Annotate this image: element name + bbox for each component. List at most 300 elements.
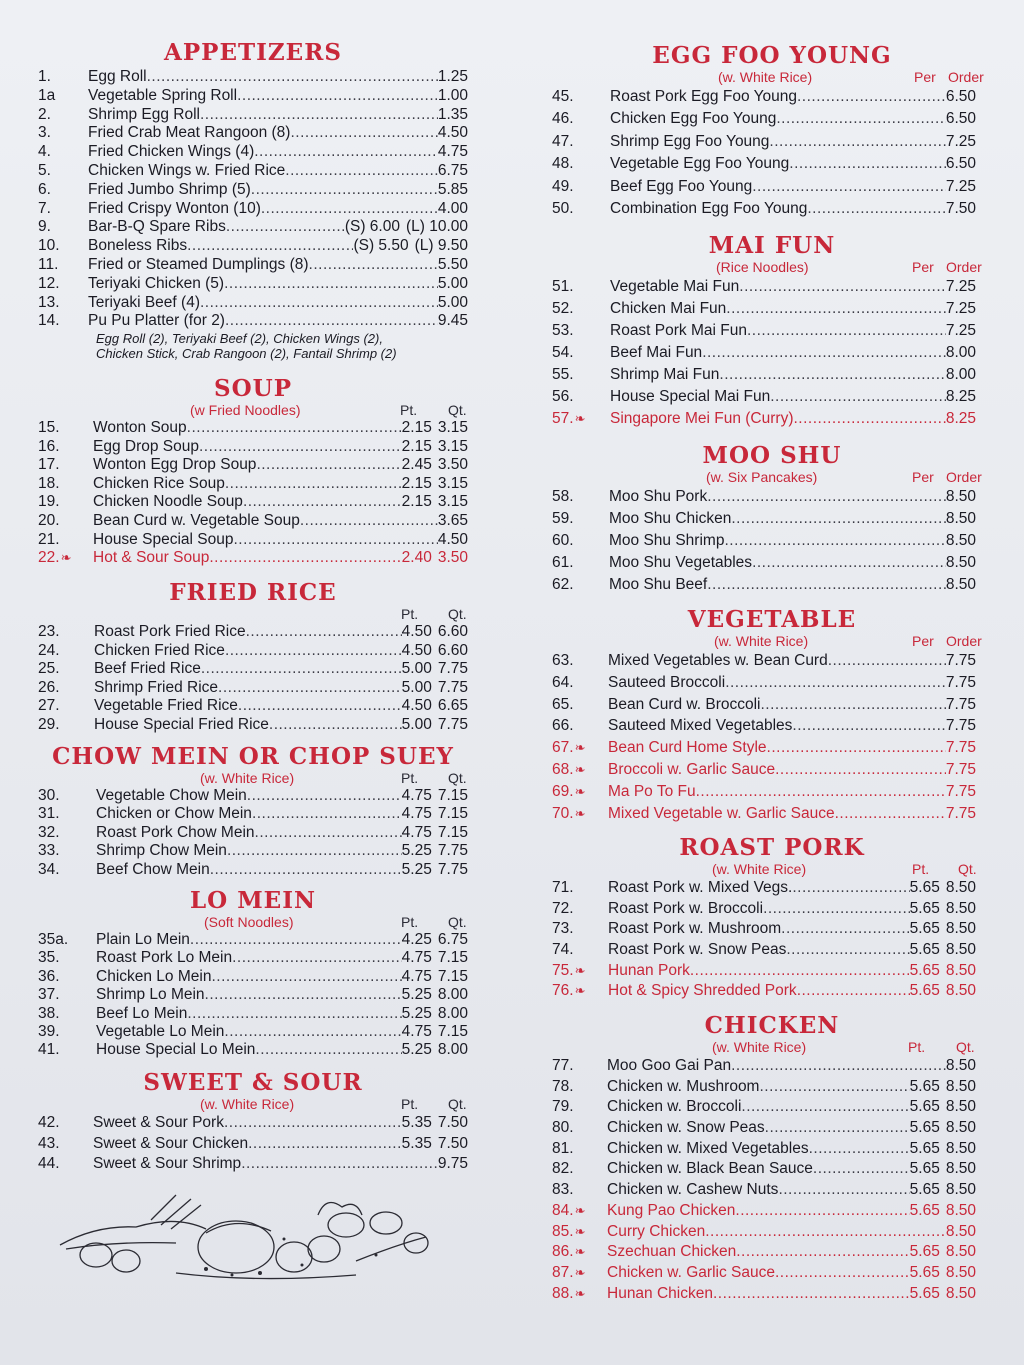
dot-leader [752,552,946,574]
item-name: Moo Shu Pork [609,488,708,505]
menu-item-row [552,276,976,298]
price-header-2: Qt. [448,914,467,930]
item-number-text: 78. [552,1077,574,1095]
menu-item-row [38,438,468,457]
item-number-text: 88. [552,1284,574,1302]
item-number [552,803,608,825]
menu-item-row [38,1113,468,1134]
section-chicken [552,1013,992,1304]
item-number [38,623,94,642]
pepper-leaf-icon: ❧ [60,550,72,566]
item-name: Fried Jumbo Shrimp (5) [88,180,251,198]
dot-leader [187,237,353,256]
menu-item-row [552,781,976,803]
item-number-text: 15. [38,419,60,436]
item-number-text: 67. [552,739,574,757]
menu-item-row [38,986,468,1004]
item-number-text: 64. [552,673,574,691]
section-title: MOO SHU [702,442,842,469]
item-name: Sauteed Broccoli [608,673,726,691]
menu-item-row [38,716,468,735]
item-price-2: 8.50 [945,1181,976,1199]
item-number [552,131,610,153]
item-price-1: 5.65 [909,1284,940,1302]
item-number-text: 34. [38,860,60,878]
menu-item-row [38,1041,468,1059]
item-price-2: 3.15 [437,493,468,511]
item-name: Pu Pu Platter (for 2) [88,312,225,330]
item-price-2: 7.25 [945,177,976,195]
dot-leader [797,981,910,1002]
section-subheading [552,1039,992,1056]
section-lo-mein [38,888,468,1060]
dot-leader [300,512,438,531]
item-price-2: 7.75 [437,860,468,878]
menu-item-row [552,694,976,716]
item-name: Roast Pork Mai Fun [610,322,747,339]
menu-item-row [552,1242,976,1263]
section-note: (w. White Rice) [200,770,295,786]
menu-item-row [38,697,468,716]
dot-leader [797,86,946,108]
dot-leader [726,298,946,320]
dot-leader [211,968,401,986]
item-number-text: 75. [552,961,574,979]
item-number [38,787,96,805]
dot-leader [759,1077,909,1098]
item-price-1: 2.40 [401,549,432,567]
item-number-text: 47. [552,132,574,150]
item-number-text: 35a. [38,931,69,948]
menu-item-row [552,715,976,737]
dot-leader [256,456,401,475]
item-number-text: 77. [552,1057,574,1074]
item-number-text: 54. [552,344,574,361]
menu-item-row [38,237,468,256]
item-number-text: 41. [38,1041,60,1059]
item-name: Wonton Egg Drop Soup [93,456,257,474]
menu-item-row [552,1263,976,1284]
item-number [38,861,96,879]
item-price-2: 7.75 [945,717,976,735]
item-number [38,493,93,512]
menu-item-row [38,312,468,331]
item-name: Singapore Mei Fun (Curry) [610,410,794,427]
item-price-1: (S) 6.00 [344,218,400,236]
dot-leader [225,312,438,331]
item-name: Chicken Noodle Soup [93,493,243,511]
dot-leader [225,642,402,661]
item-number [552,86,610,108]
price-header-1: Pt. [401,914,419,930]
item-price-1: 4.75 [401,1022,432,1040]
item-number-text: 49. [552,177,574,195]
section-subheading [38,770,468,787]
menu-item-row [38,1005,468,1023]
menu-item-row [552,672,976,694]
dot-leader [190,931,402,949]
menu-item-row [38,162,468,181]
section-subheading [552,259,992,276]
dot-leader [201,660,402,679]
pepper-leaf-icon: ❧ [574,805,586,821]
item-number [552,781,608,803]
item-name: Fried Crispy Wonton (10) [88,199,261,217]
item-number [552,1242,607,1263]
section-subheading [552,861,992,878]
pepper-leaf-icon: ❧ [574,1264,586,1280]
menu-item-row [38,642,468,661]
dot-leader [707,574,946,596]
section-title: FRIED RICE [169,579,337,606]
item-number [552,961,608,982]
dot-leader [209,549,401,568]
item-price-1: 5.65 [909,982,940,1000]
item-name: Chicken Wings w. Fried Rice [88,161,286,179]
item-number-text: 58. [552,488,574,505]
dot-leader [243,493,402,512]
dot-leader [247,787,402,805]
item-price-2: 3.15 [437,419,468,436]
item-number-text: 14. [38,312,60,330]
item-number-text: 36. [38,967,60,985]
item-number-text: 61. [552,554,574,571]
item-number-text: 3. [38,124,51,142]
item-price-2: 8.50 [945,1077,976,1095]
item-price-2: 8.00 [945,344,976,361]
item-price-1: 5.00 [437,274,468,292]
item-price-1: 9.45 [437,312,468,330]
menu-item-row [552,759,976,781]
menu-item-row [552,176,976,198]
dot-leader [696,781,946,803]
dot-leader [813,1159,910,1180]
item-name: Roast Pork Egg Foo Young [610,88,797,105]
section-subheading [38,402,468,419]
item-price-1: 5.65 [909,899,940,917]
item-price-2: (L) 10.00 [405,218,468,236]
item-number [552,650,608,672]
item-name: Hot & Spicy Shredded Pork [608,982,797,1000]
menu-item-row [552,650,976,672]
menu-item-row [38,124,468,143]
item-name: Szechuan Chicken [607,1243,737,1261]
dot-leader [200,294,438,313]
item-name: Curry Chicken [607,1222,706,1240]
menu-item-row [552,1056,976,1077]
item-price-2: 7.75 [437,660,468,677]
section-title: MAI FUN [708,232,836,259]
section-note: (w Fried Noodles) [190,402,301,418]
item-number-text: 51. [552,278,574,295]
item-number [552,1180,607,1201]
item-name: Vegetable Mai Fun [610,278,740,295]
section-note: (w. White Rice) [712,1039,807,1055]
item-number-text: 70. [552,804,574,822]
menu-item-row [38,824,468,842]
menu-item-row [552,530,976,552]
item-number [38,512,93,531]
item-price-2: 8.50 [945,879,976,896]
menu-item-row [552,86,976,108]
item-number-text: 63. [552,652,574,669]
item-name: Hot & Sour Soup [93,549,210,567]
item-number [38,1005,96,1023]
item-number-text: 50. [552,199,574,217]
item-name: Sweet & Sour Pork [93,1114,224,1131]
item-price-2: 7.25 [945,132,976,150]
section-soup [38,376,468,568]
item-number-text: 69. [552,782,574,800]
dot-leader [200,106,438,125]
item-number-text: 27. [38,697,60,714]
dot-leader [807,198,945,220]
item-number-text: 73. [552,920,574,938]
section-title: APPETIZERS [164,39,342,66]
price-header-2: Qt. [958,861,977,877]
item-number-text: 16. [38,437,60,455]
section-subheading [552,69,992,86]
item-price-2: 8.50 [945,554,976,571]
item-number [38,697,94,716]
item-number [38,68,88,87]
item-name: House Special Lo Mein [96,1041,256,1059]
menu-item-row [38,1134,468,1155]
item-number [552,737,608,759]
item-number-text: 5. [38,161,51,179]
price-header-2: Qt. [448,606,467,622]
item-number-text: 13. [38,293,60,311]
item-name: Roast Pork Lo Mein [96,949,233,967]
item-name: Roast Pork w. Broccoli [608,899,764,917]
item-number-text: 79. [552,1098,574,1116]
item-price-1: 4.75 [401,805,432,823]
item-price-1: 5.65 [909,1201,940,1219]
dot-leader [224,1113,402,1134]
dot-leader [769,131,945,153]
menu-item-row [552,320,976,342]
item-price-2: 7.25 [945,300,976,317]
pepper-leaf-icon: ❧ [574,1285,586,1301]
item-price-1: 1.00 [437,86,468,104]
item-number [552,342,610,364]
dot-leader [739,276,946,298]
item-name: Vegetable Spring Roll [88,86,238,104]
item-price-2: (L) 9.50 [414,237,468,255]
section-title: LO MEIN [190,887,316,914]
dot-leader [224,1023,401,1041]
item-number-text: 33. [38,842,60,860]
item-number-text: 20. [38,511,60,529]
item-price-2: 8.50 [945,1284,976,1302]
item-name: Mixed Vegetable w. Garlic Sauce [608,804,835,822]
item-number [38,456,93,475]
pepper-leaf-icon: ❧ [574,783,586,799]
section-title: EGG FOO YOUNG [652,42,892,69]
pepper-leaf-icon: ❧ [574,1244,586,1260]
pepper-leaf-icon: ❧ [574,983,586,999]
item-price-2: 8.50 [945,1057,976,1074]
item-number [38,986,96,1004]
dot-leader [713,1284,910,1305]
item-number [38,181,88,200]
dot-leader [731,508,945,530]
section-title: CHOW MEIN OR CHOP SUEY [52,743,454,770]
item-number [38,200,88,219]
price-header-2: Order [946,469,982,485]
item-price-1: 4.50 [401,641,432,659]
item-number [38,1041,96,1059]
item-name: Chicken or Chow Mein [96,805,252,823]
section-title: ROAST PORK [679,834,865,861]
menu-item-row [38,512,468,531]
item-number-text: 68. [552,760,574,778]
item-number-text: 66. [552,717,574,735]
menu-item-row [552,981,976,1002]
menu-item-row [552,1097,976,1118]
item-price-2: 3.15 [437,437,468,455]
price-header-2: Qt. [448,402,467,418]
item-number-text: 39. [38,1022,60,1040]
item-price-1: 5.65 [909,941,940,959]
dot-leader [776,108,946,130]
menu-item-row [552,1118,976,1139]
dot-leader [792,878,909,899]
item-number [38,842,96,860]
dot-leader [765,1118,910,1139]
item-number [38,438,93,457]
item-price-2: 7.75 [437,842,468,860]
section-subheading [38,1096,468,1113]
item-number [38,475,93,494]
item-price-1: 5.65 [909,1160,940,1178]
dot-leader [233,531,437,550]
item-number-text: 35. [38,949,60,967]
item-number [552,1139,607,1160]
menu-item-row [38,200,468,219]
item-name: Chicken w. Mixed Vegetables [607,1139,809,1157]
item-number-text: 23. [38,623,60,640]
item-price-2: 3.65 [437,511,468,529]
item-number [38,660,94,679]
item-price-1: 4.00 [437,199,468,217]
pepper-leaf-icon: ❧ [574,1223,586,1239]
item-price-2: 8.50 [945,899,976,917]
item-name: Egg Drop Soup [93,437,199,455]
item-price-2: 8.50 [945,576,976,593]
item-number [38,294,88,313]
item-number-text: 11. [38,255,59,273]
item-price-1: 1.25 [437,68,468,85]
item-name: Hunan Chicken [607,1284,713,1302]
section-sweet-sour [38,1070,468,1175]
item-price-2: 6.60 [437,623,468,640]
section-roast-pork [552,835,992,1002]
item-name: Roast Pork w. Snow Peas [608,941,787,959]
item-name: Moo Shu Vegetables [609,554,753,571]
dot-leader [261,200,438,219]
item-number-text: 44. [38,1155,60,1172]
menu-item-row [38,294,468,313]
item-price-2: 7.25 [945,278,976,295]
dot-leader [290,124,437,143]
dot-leader [792,715,945,737]
item-number-text: 10. [38,237,60,255]
pepper-leaf-icon: ❧ [574,411,586,426]
item-price-1: 2.15 [401,437,432,455]
section-moo-shu [552,443,992,596]
item-number [38,419,93,438]
item-name: Roast Pork w. Mixed Vegs. [608,879,793,896]
item-number-text: 12. [38,274,60,292]
section-subheading [552,633,992,650]
item-number-text: 86. [552,1243,574,1261]
item-price-2: 7.50 [437,1114,468,1131]
item-name: Fried Crab Meat Rangoon (8) [88,124,291,142]
item-number [552,508,609,530]
item-number-text: 43. [38,1134,60,1152]
dot-leader [786,940,909,961]
item-number-text: 31. [38,805,60,823]
item-number [38,1154,93,1175]
dot-leader [147,68,438,87]
section-title: SWEET & SOUR [143,1069,363,1096]
price-header-2: Qt. [956,1039,975,1055]
menu-item-row [552,386,976,408]
section-mai-fun [552,233,992,430]
menu-item-row [38,1154,468,1175]
item-name: Egg Roll [88,68,147,85]
menu-item-row [38,87,468,106]
item-number [38,968,96,986]
dot-leader [255,1041,401,1059]
item-name: Moo Shu Shrimp [609,532,725,549]
item-name: Chicken w. Snow Peas [607,1119,765,1137]
item-number [552,153,610,175]
item-price-2: 8.50 [945,982,976,1000]
dot-leader [251,181,438,200]
pepper-leaf-icon: ❧ [574,761,586,777]
item-number [552,940,608,961]
item-number [38,531,93,550]
item-price-1: 5.65 [909,920,940,938]
price-header-2: Order [946,259,982,275]
dot-leader [763,899,910,920]
menu-item-row [38,549,468,568]
item-price-1: 4.50 [401,623,432,640]
item-price-2: 6.60 [437,641,468,659]
item-price-2: 4.50 [437,530,468,548]
item-number [38,679,94,698]
item-number [552,981,608,1002]
item-number [552,574,609,596]
dot-leader [225,475,402,494]
item-number [552,1201,607,1222]
dot-leader [707,486,946,508]
item-number-text: 46. [552,110,574,128]
menu-item-row [552,486,976,508]
dot-leader [741,1097,909,1118]
menu-item-row [38,143,468,162]
item-name: Shrimp Egg Roll [88,105,200,123]
item-price-1: 4.25 [401,931,432,948]
menu-item-row [552,298,976,320]
item-number [552,759,608,781]
section-note: (w. White Rice) [712,861,807,877]
item-price-2: 8.50 [945,532,976,549]
item-name: Moo Goo Gai Pan [607,1057,732,1074]
dot-leader [731,1056,946,1077]
